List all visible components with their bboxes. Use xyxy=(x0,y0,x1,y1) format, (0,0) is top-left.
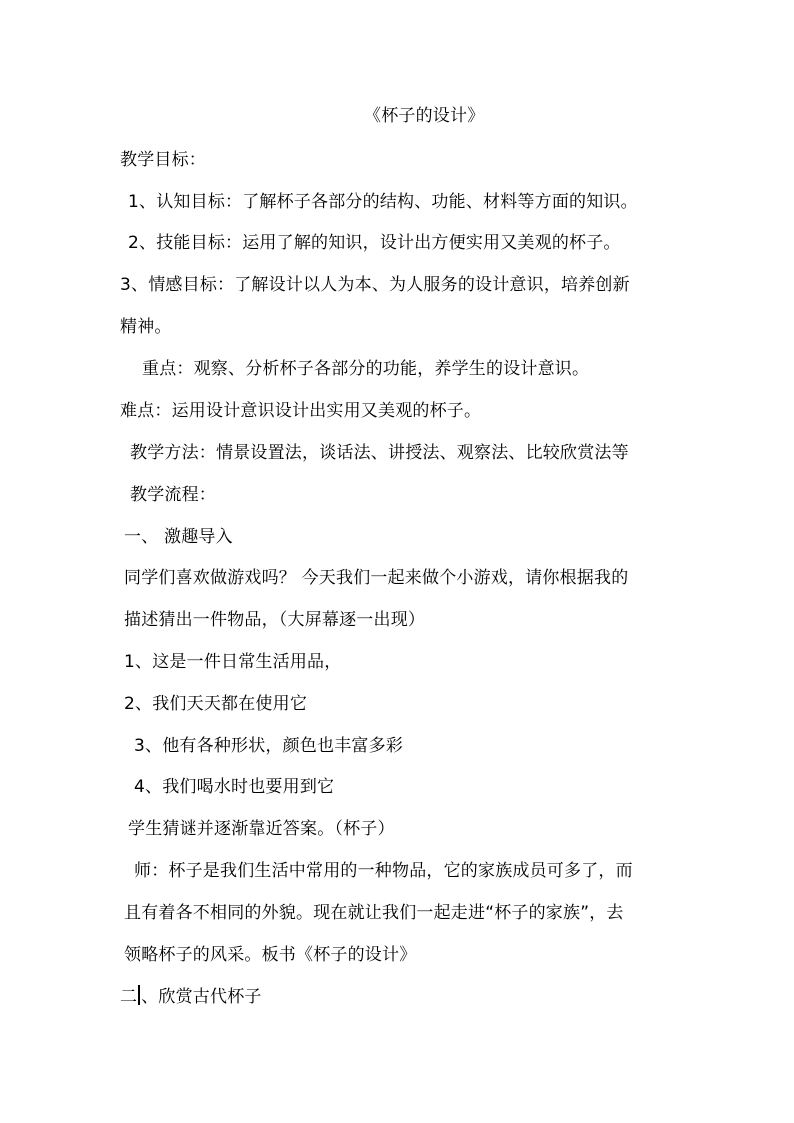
section-2-number: 二 xyxy=(120,987,138,1007)
teacher-paragraph-line-1: 师：杯子是我们生活中常用的一种物品，它的家族成员可多了，而 xyxy=(134,861,633,881)
objective-3-line-2: 精神。 xyxy=(120,317,172,337)
clue-2: 2、我们天天都在使用它 xyxy=(124,694,308,714)
section-2-heading xyxy=(120,985,262,1009)
objectives-heading: 教学目标： xyxy=(120,150,206,170)
clue-3: 3、他有各种形状，颜色也丰富多彩 xyxy=(134,736,404,756)
objective-3-line-1: 3、情感目标：了解设计以人为本、为人服务的设计意识，培养创新 xyxy=(120,275,630,295)
objective-2: 2、技能目标：运用了解的知识，设计出方便实用又美观的杯子。 xyxy=(128,233,621,253)
key-point: 重点：观察、分析杯子各部分的功能，养学生的设计意识。 xyxy=(142,359,590,379)
section-2-title: 、欣赏古代杯子 xyxy=(141,987,262,1007)
student-guess: 学生猜谜并逐渐靠近答案。（杯子） xyxy=(128,819,395,839)
difficulty: 难点：运用设计意识设计出实用又美观的杯子。 xyxy=(120,401,482,421)
clue-1: 1、这是一件日常生活用品， xyxy=(124,652,342,672)
section-1-heading: 一、 激趣导入 xyxy=(124,527,233,547)
intro-paragraph-line-2: 描述猜出一件物品，（大屏幕逐一出现） xyxy=(124,610,426,630)
intro-paragraph-line-1: 同学们喜欢做游戏吗？ 今天我们一起来做个小游戏，请你根据我的 xyxy=(124,568,629,588)
text-cursor xyxy=(138,985,140,1005)
document-title: 《杯子的设计》 xyxy=(364,106,485,126)
process-heading: 教学流程： xyxy=(130,485,216,505)
clue-4: 4、我们喝水时也要用到它 xyxy=(134,777,335,797)
teacher-paragraph-line-2: 且有着各不相同的外貌。现在就让我们一起走进“杯子的家族”，去 xyxy=(124,903,624,923)
objective-1: 1、认知目标：了解杯子各部分的结构、功能、材料等方面的知识。 xyxy=(128,192,638,212)
teaching-methods: 教学方法：情景设置法，谈话法、讲授法、观察法、比较欣赏法等 xyxy=(130,443,629,463)
teacher-paragraph-line-3: 领略杯子的风采。板书《杯子的设计》 xyxy=(124,945,417,965)
